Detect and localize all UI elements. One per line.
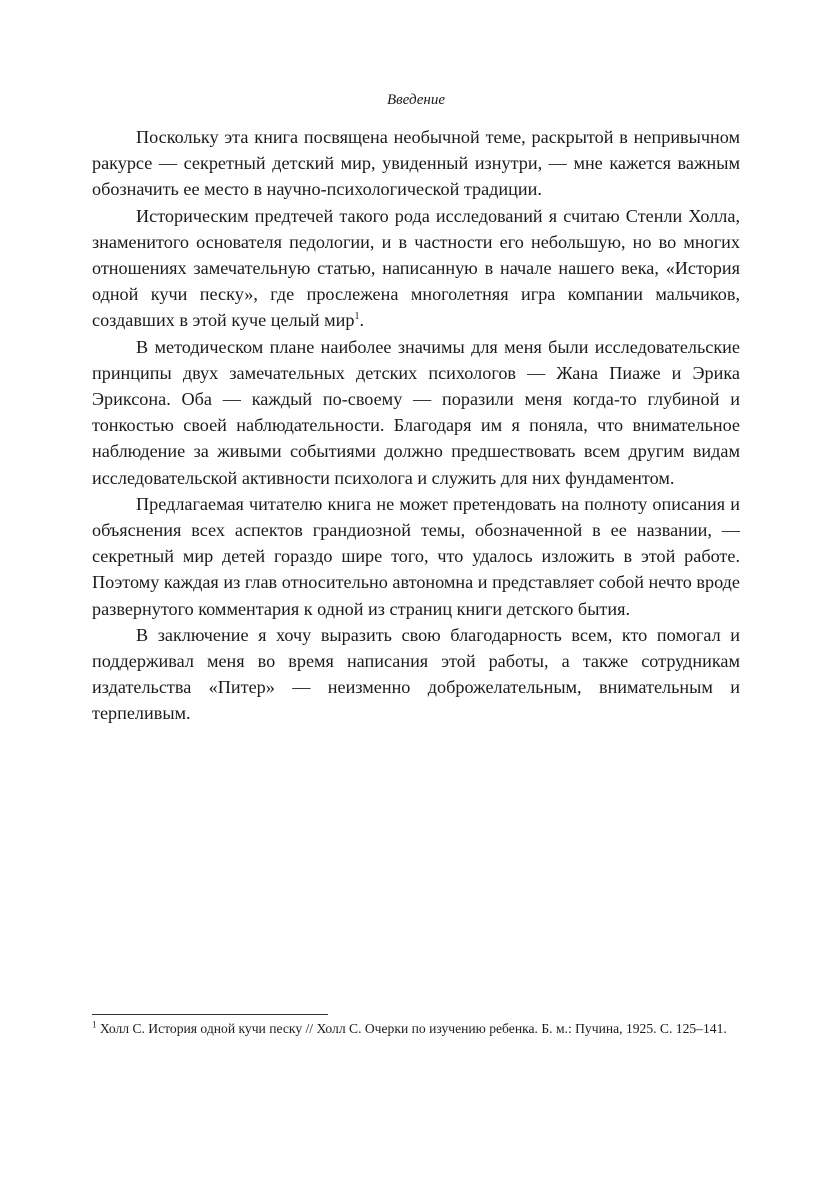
body-text [92, 124, 740, 727]
paragraph-2-end: . [359, 310, 365, 331]
footnote [92, 1018, 742, 1039]
paragraph-5: В заключение я хочу выразить свою благодарность всем, кто помогал и поддерживал меня во время написания этой работы, а также сотрудникам издательства «Питер» — неизменно доброжелательным, внимательным и терпеливым. [92, 624, 740, 724]
paragraph-2 [92, 203, 740, 334]
footnote-mark: 1 [92, 1019, 97, 1030]
paragraph-3: В методическом плане наиболее значимы для меня были исследовательские принципы двух замечательных детских психологов — Жана Пиаже и Эрика Эриксона. Оба — каждый по-своему — поразили меня когда-то глубиной и тонкостью своей наблюдательности. Благодаря им я поняла, что внимательное наблюдение за живыми событиями должно предшествовать всем другим видам исследовательской активности психолога и служить для них фундаментом. [92, 336, 740, 488]
footnote-text: Холл С. История одной кучи песку // Холл С. Очерки по изучению ребенка. Б. м.: Пучина, 1925. С. 125–141. [96, 1021, 727, 1036]
paragraph-4: Предлагаемая читателю книга не может претендовать на полноту описания и объяснения всех аспектов грандиозной темы, обозначенной в ее названии, — секретный мир детей гораздо шире того, что удалось изложить в этой работе. Поэтому каждая из глав относительно автономна и представляет собой нечто вроде развернутого комментария к одной из страниц книги детского бытия. [92, 493, 740, 619]
paragraph-1: Поскольку эта книга посвящена необычной теме, раскрытой в непривычном ракурсе — секретный детский мир, увиденный изнутри, — мне кажется важным обозначить ее место в научно-психологической традиции. [92, 127, 740, 200]
running-head: Введение [387, 92, 445, 108]
paragraph-2-text: Историческим предтечей такого рода исследований я считаю Стенли Холла, знаменитого основателя педологии, и в частности его небольшую, но во многих отношениях замечательную статью, написанную в начале нашего века, «История одной кучи песку», где прослежена многолетняя игра компании мальчиков, создавших в этой куче целый мир [92, 205, 740, 331]
footnote-divider [92, 1014, 328, 1015]
footnote-reference[interactable]: 1 [354, 311, 360, 323]
